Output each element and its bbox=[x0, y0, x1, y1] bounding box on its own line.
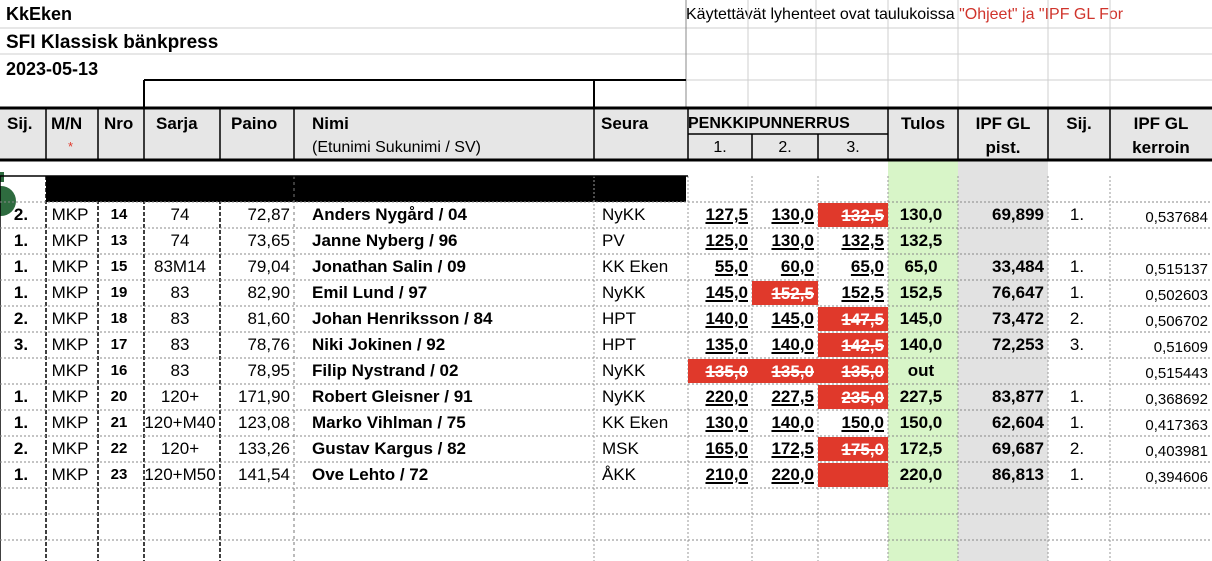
cell-a2[interactable]: 220,0 bbox=[771, 465, 814, 484]
cell-sarja[interactable]: 83 bbox=[170, 361, 190, 380]
cell-ipf[interactable]: 76,647 bbox=[992, 283, 1044, 302]
cell-sij2[interactable]: 1. bbox=[1069, 465, 1085, 484]
sheet-date: 2023-05-13 bbox=[6, 59, 99, 79]
cell-a2[interactable]: 140,0 bbox=[771, 413, 814, 432]
cell-mn[interactable]: MKP bbox=[51, 335, 89, 354]
cell-kerroin[interactable] bbox=[1110, 228, 1212, 254]
cell-kerroin[interactable]: 0,515443 bbox=[1145, 365, 1208, 382]
cell-a2[interactable]: 60,0 bbox=[780, 257, 814, 276]
header-paino: Paino bbox=[231, 114, 278, 133]
cell-sij2[interactable]: 1. bbox=[1069, 387, 1085, 406]
cell-paino[interactable]: 72,87 bbox=[247, 205, 290, 224]
cell-a3[interactable]: 65,0 bbox=[850, 257, 884, 276]
cell-kerroin[interactable]: 0,506702 bbox=[1145, 313, 1208, 330]
header-penkkipunnerrus: PENKKIPUNNERRUS bbox=[688, 115, 850, 132]
cell-sarja[interactable]: 74 bbox=[170, 205, 190, 224]
cell-ipf[interactable]: 83,877 bbox=[992, 387, 1044, 406]
cell-sij[interactable]: 1. bbox=[13, 283, 29, 302]
cell-tulos[interactable]: 150,0 bbox=[899, 413, 943, 432]
cell-nimi[interactable]: Gustav Kargus / 82 bbox=[312, 439, 467, 458]
cell-a2[interactable]: 152,5 bbox=[752, 281, 818, 305]
cell-sarja[interactable]: 83 bbox=[170, 335, 190, 354]
cell-tulos[interactable]: out bbox=[907, 361, 935, 380]
cell-a2[interactable]: 130,0 bbox=[771, 205, 814, 224]
header-mn-star: * bbox=[68, 139, 74, 154]
cell-nro[interactable]: 23 bbox=[110, 466, 128, 483]
cell-kerroin[interactable]: 0,403981 bbox=[1145, 443, 1208, 460]
cell-sarja[interactable]: 83M14 bbox=[154, 257, 206, 276]
header-attempt-1: 1. bbox=[713, 139, 727, 156]
cell-sij[interactable]: 1. bbox=[13, 465, 29, 484]
cell-seura[interactable]: HPT bbox=[602, 335, 636, 354]
cell-a2[interactable]: 130,0 bbox=[771, 231, 814, 250]
cell-a1[interactable]: 140,0 bbox=[705, 309, 748, 328]
cell-a3[interactable]: 132,5 bbox=[841, 231, 884, 250]
cell-kerroin[interactable]: 0,515137 bbox=[1145, 261, 1208, 278]
cell-ipf[interactable]: 69,687 bbox=[992, 439, 1044, 458]
cell-seura[interactable]: NyKK bbox=[602, 361, 646, 380]
cell-kerroin[interactable]: 0,394606 bbox=[1145, 469, 1208, 486]
cell-nro[interactable]: 20 bbox=[110, 388, 128, 405]
cell-sij[interactable]: 1. bbox=[13, 413, 29, 432]
cell-a1[interactable]: 125,0 bbox=[705, 231, 748, 250]
cell-tulos[interactable]: 172,5 bbox=[899, 439, 943, 458]
cell-mn[interactable]: MKP bbox=[51, 205, 89, 224]
cell-a1[interactable]: 145,0 bbox=[705, 283, 748, 302]
header-mn: M/N bbox=[51, 114, 83, 133]
cell-ipf[interactable]: 62,604 bbox=[992, 413, 1044, 432]
cell-nro[interactable]: 16 bbox=[110, 362, 128, 379]
cell-kerroin[interactable]: 0,537684 bbox=[1145, 209, 1208, 226]
cell-a3[interactable]: 235,0 bbox=[818, 385, 888, 409]
cell-sij[interactable]: 2. bbox=[13, 439, 29, 458]
cell-a2[interactable]: 145,0 bbox=[771, 309, 814, 328]
cell-sij[interactable]: 1. bbox=[13, 231, 29, 250]
cell-sarja[interactable]: 120+M50 bbox=[144, 465, 216, 484]
cell-sij[interactable]: 2. bbox=[13, 309, 29, 328]
cell-tulos[interactable]: 132,5 bbox=[899, 231, 943, 250]
cell-nro[interactable]: 21 bbox=[110, 414, 128, 431]
cell-nimi[interactable]: Robert Gleisner / 91 bbox=[312, 387, 473, 406]
cell-a3[interactable]: 135,0 bbox=[818, 359, 888, 383]
cell-ipf[interactable] bbox=[958, 358, 1048, 384]
cell-nimi[interactable]: Emil Lund / 97 bbox=[312, 283, 428, 302]
cell-a3[interactable]: 142,5 bbox=[818, 333, 888, 357]
cell-a3[interactable]: 132,5 bbox=[818, 203, 888, 227]
header-kerroin: IPF GL bbox=[1133, 114, 1189, 133]
cell-sij2[interactable]: 2. bbox=[1069, 439, 1085, 458]
cell-tulos[interactable]: 140,0 bbox=[899, 335, 943, 354]
cell-paino[interactable]: 79,04 bbox=[247, 257, 290, 276]
cell-seura[interactable]: NyKK bbox=[602, 387, 646, 406]
cell-nimi[interactable]: Jonathan Salin / 09 bbox=[312, 257, 466, 276]
cell-a1[interactable]: 55,0 bbox=[714, 257, 748, 276]
cell-a2[interactable]: 140,0 bbox=[771, 335, 814, 354]
cell-kerroin[interactable]: 0,417363 bbox=[1145, 417, 1208, 434]
cell-seura[interactable]: KK Eken bbox=[602, 413, 669, 432]
cell-seura[interactable]: KK Eken bbox=[602, 257, 669, 276]
cell-seura[interactable]: PV bbox=[602, 231, 625, 250]
cell-a1[interactable]: 135,0 bbox=[688, 359, 752, 383]
cell-a3[interactable]: 147,5 bbox=[818, 307, 888, 331]
cell-mn[interactable]: MKP bbox=[51, 257, 89, 276]
cell-a1[interactable]: 165,0 bbox=[705, 439, 748, 458]
cell-sij[interactable]: 1. bbox=[13, 387, 29, 406]
cell-sarja[interactable]: 83 bbox=[170, 309, 190, 328]
cell-nimi[interactable]: Marko Vihlman / 75 bbox=[312, 413, 466, 432]
cell-paino[interactable]: 133,26 bbox=[238, 439, 290, 458]
cell-sij2[interactable]: 1. bbox=[1069, 413, 1085, 432]
cell-sij2[interactable]: 1. bbox=[1069, 283, 1085, 302]
header-sij2: Sij. bbox=[1066, 114, 1092, 133]
header-nro: Nro bbox=[104, 114, 134, 133]
header-kerroin-sub: kerroin bbox=[1132, 138, 1190, 157]
cell-sij[interactable] bbox=[0, 358, 42, 384]
cell-ipf[interactable]: 73,472 bbox=[992, 309, 1044, 328]
cell-nimi[interactable]: Filip Nystrand / 02 bbox=[312, 361, 459, 380]
cell-tulos[interactable]: 130,0 bbox=[899, 205, 943, 224]
header-tulos: Tulos bbox=[900, 114, 946, 133]
cell-tulos[interactable]: 145,0 bbox=[899, 309, 943, 328]
cell-a1[interactable]: 127,5 bbox=[705, 205, 748, 224]
club-name: KkEken bbox=[6, 4, 73, 24]
header-nimi-sub: (Etunimi Sukunimi / SV) bbox=[312, 139, 481, 156]
cell-paino[interactable]: 141,54 bbox=[238, 465, 290, 484]
cell-paino[interactable]: 78,95 bbox=[247, 361, 290, 380]
cell-paino[interactable]: 123,08 bbox=[238, 413, 290, 432]
cell-paino[interactable]: 81,60 bbox=[247, 309, 290, 328]
cell-nro[interactable]: 13 bbox=[110, 232, 128, 249]
cell-seura[interactable]: ÅKK bbox=[602, 465, 637, 484]
sheet-title: SFI Klassisk bänkpress bbox=[6, 32, 219, 53]
cell-nimi[interactable]: Niki Jokinen / 92 bbox=[312, 335, 446, 354]
cell-ipf[interactable] bbox=[958, 228, 1048, 254]
cell-paino[interactable]: 73,65 bbox=[247, 231, 290, 250]
cell-sij[interactable]: 1. bbox=[13, 257, 29, 276]
cell-a3[interactable] bbox=[818, 463, 888, 487]
cell-sij2[interactable]: 1. bbox=[1069, 205, 1085, 224]
cell-kerroin[interactable]: 0,51609 bbox=[1153, 339, 1208, 356]
cell-kerroin[interactable]: 0,502603 bbox=[1145, 287, 1208, 304]
cell-mn[interactable]: MKP bbox=[51, 387, 89, 406]
cell-kerroin[interactable]: 0,368692 bbox=[1145, 391, 1208, 408]
cell-mn[interactable]: MKP bbox=[51, 361, 89, 380]
cell-sarja[interactable]: 120+M40 bbox=[144, 413, 216, 432]
cell-mn[interactable]: MKP bbox=[51, 413, 89, 432]
abbreviation-note-link[interactable]: "Ohjeet" ja "IPF GL For bbox=[959, 6, 1124, 23]
cell-tulos[interactable]: 220,0 bbox=[899, 465, 943, 484]
cell-a2[interactable]: 172,5 bbox=[771, 439, 814, 458]
header-ipf: IPF GL bbox=[975, 114, 1031, 133]
cell-ipf[interactable]: 86,813 bbox=[992, 465, 1044, 484]
cell-nimi[interactable]: Johan Henriksson / 84 bbox=[312, 309, 493, 328]
cell-sarja[interactable]: 120+ bbox=[160, 439, 200, 458]
cell-ipf[interactable]: 33,484 bbox=[992, 257, 1044, 276]
header-nimi: Nimi bbox=[312, 114, 349, 133]
cell-nimi[interactable]: Janne Nyberg / 96 bbox=[312, 231, 458, 250]
cell-sarja[interactable]: 120+ bbox=[160, 387, 200, 406]
cell-nro[interactable]: 18 bbox=[110, 310, 128, 327]
cell-mn[interactable]: MKP bbox=[51, 231, 89, 250]
cell-sij2[interactable]: 3. bbox=[1069, 335, 1085, 354]
cell-paino[interactable]: 171,90 bbox=[238, 387, 290, 406]
cell-nro[interactable]: 19 bbox=[110, 284, 128, 301]
cell-nro[interactable]: 15 bbox=[110, 258, 128, 275]
cell-sij2[interactable] bbox=[1048, 358, 1106, 384]
cell-tulos[interactable]: 227,5 bbox=[899, 387, 943, 406]
cell-mn[interactable]: MKP bbox=[51, 465, 89, 484]
cell-nro[interactable]: 22 bbox=[110, 440, 128, 457]
cell-tulos[interactable]: 152,5 bbox=[899, 283, 943, 302]
cell-a1[interactable]: 210,0 bbox=[705, 465, 748, 484]
cell-mn[interactable]: MKP bbox=[51, 309, 89, 328]
cell-sij[interactable]: 3. bbox=[13, 335, 29, 354]
header-attempt-3: 3. bbox=[846, 139, 860, 156]
cell-a2[interactable]: 227,5 bbox=[771, 387, 814, 406]
cell-a1[interactable]: 135,0 bbox=[705, 335, 748, 354]
header-sij: Sij. bbox=[7, 114, 33, 133]
cell-nimi[interactable]: Ove Lehto / 72 bbox=[312, 465, 429, 484]
cell-a3[interactable]: 152,5 bbox=[841, 283, 884, 302]
abbreviation-note-text: Käytettävät lyhenteet ovat taulukoissa bbox=[686, 6, 960, 23]
cell-paino[interactable]: 78,76 bbox=[247, 335, 290, 354]
cell-a1[interactable]: 130,0 bbox=[705, 413, 748, 432]
cell-a1[interactable]: 220,0 bbox=[705, 387, 748, 406]
cell-tulos[interactable]: 65,0 bbox=[904, 257, 938, 276]
cell-paino[interactable]: 82,90 bbox=[247, 283, 290, 302]
header-sarja: Sarja bbox=[156, 114, 198, 133]
header-attempt-2: 2. bbox=[778, 139, 792, 156]
cell-nimi[interactable]: Anders Nygård / 04 bbox=[312, 205, 467, 224]
cell-sij2[interactable]: 2. bbox=[1069, 309, 1085, 328]
header-seura: Seura bbox=[601, 114, 649, 133]
cell-a3[interactable]: 150,0 bbox=[841, 413, 884, 432]
cell-seura[interactable]: HPT bbox=[602, 309, 636, 328]
cell-sarja[interactable]: 83 bbox=[170, 283, 190, 302]
header-ipf-sub: pist. bbox=[985, 138, 1021, 157]
cell-sij2[interactable] bbox=[1048, 228, 1106, 254]
cell-a2[interactable]: 135,0 bbox=[752, 359, 818, 383]
cell-nro[interactable]: 14 bbox=[110, 206, 128, 223]
cell-seura[interactable]: MSK bbox=[602, 439, 639, 458]
cell-sarja[interactable]: 74 bbox=[170, 231, 190, 250]
cell-seura[interactable]: NyKK bbox=[602, 205, 646, 224]
cell-ipf[interactable]: 72,253 bbox=[992, 335, 1044, 354]
cell-mn[interactable]: MKP bbox=[51, 439, 89, 458]
cell-sij2[interactable]: 1. bbox=[1069, 257, 1085, 276]
cell-sij[interactable]: 2. bbox=[13, 205, 29, 224]
cell-ipf[interactable]: 69,899 bbox=[992, 205, 1044, 224]
cell-a3[interactable]: 175,0 bbox=[818, 437, 888, 461]
cell-mn[interactable]: MKP bbox=[51, 283, 89, 302]
cell-seura[interactable]: NyKK bbox=[602, 283, 646, 302]
cell-nro[interactable]: 17 bbox=[110, 336, 128, 353]
